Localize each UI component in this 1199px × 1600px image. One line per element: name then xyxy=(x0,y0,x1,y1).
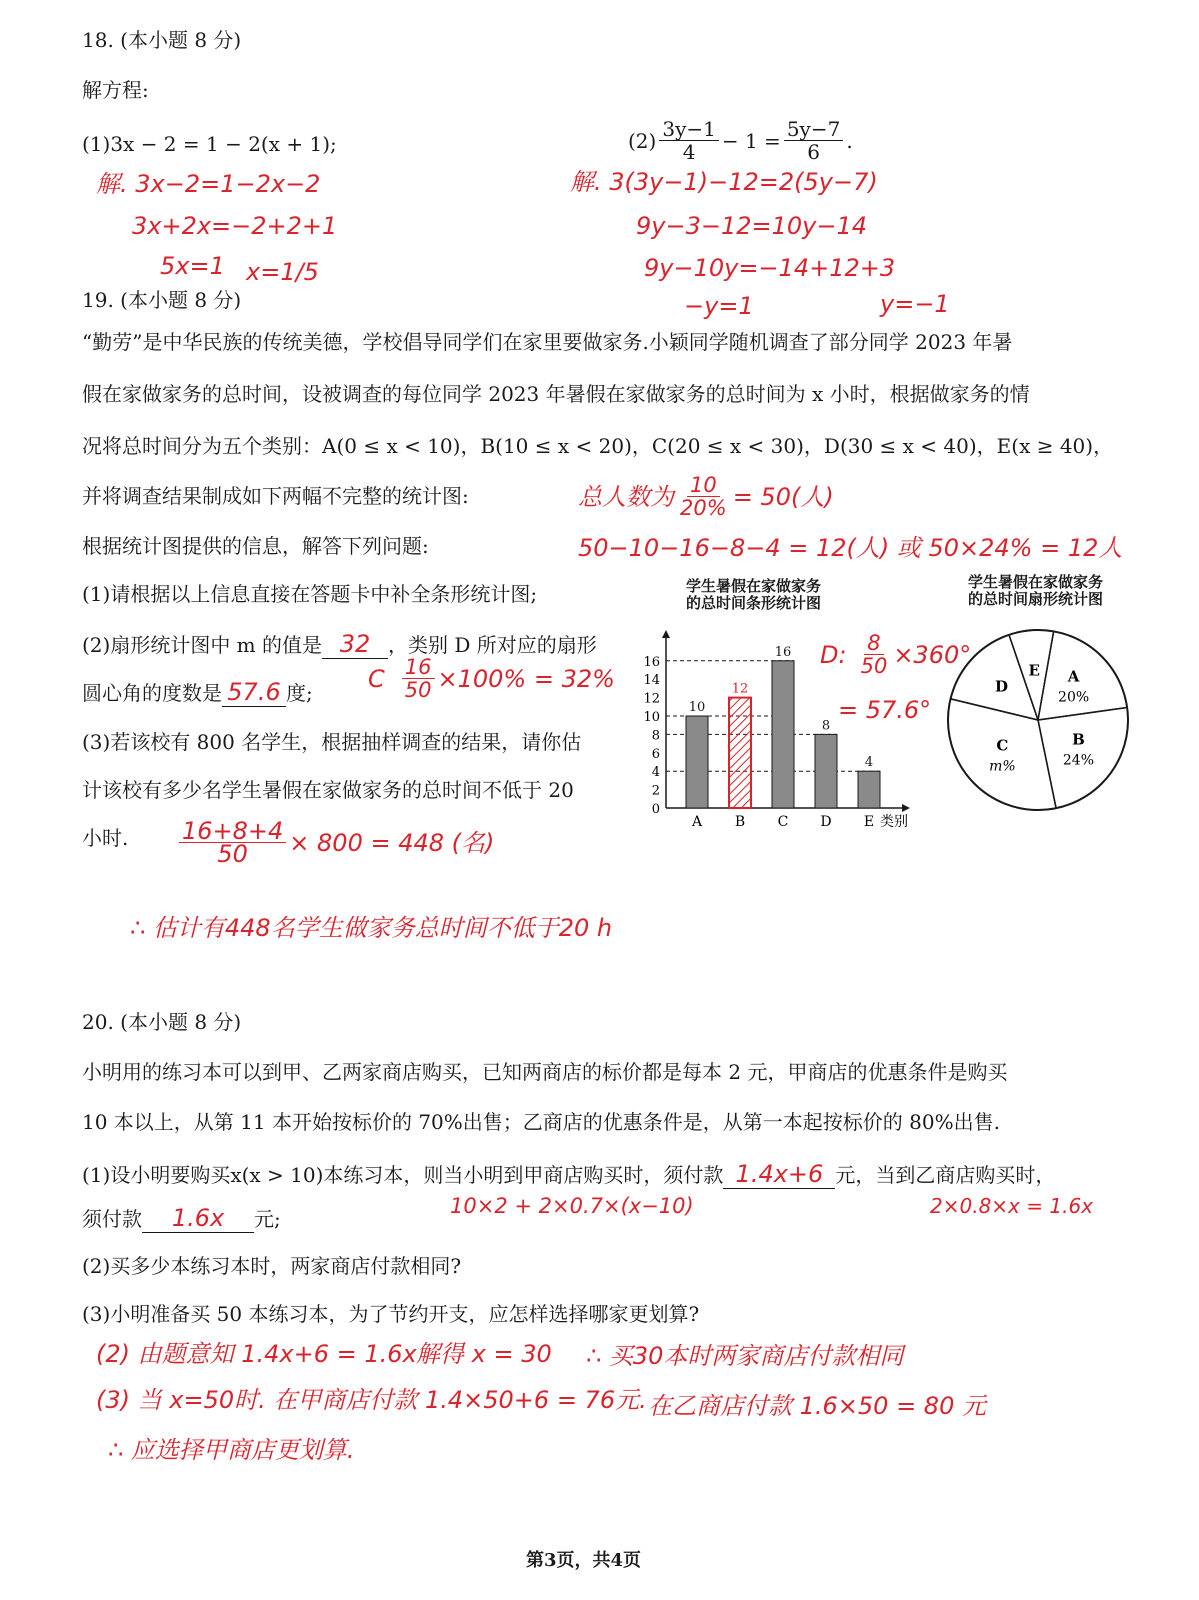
q18-sol2-line4: −y=1 xyxy=(684,292,754,320)
bar-x-axis-label: 类别 xyxy=(880,814,908,830)
q20-sol2-a: (2) 由题意知 1.4x+6 = 1.6x xyxy=(96,1340,417,1368)
pie-label-E: E xyxy=(1028,661,1040,680)
bar-value-label-D: 8 xyxy=(821,718,831,734)
bar-y-tick-label: 10 xyxy=(643,710,660,725)
note-q3-calc: $\frac{16+8+4}{50}$ × 800 = 448 (名) xyxy=(176,820,494,865)
note-d-angle: D: $\frac{8}{50}$ ×360° xyxy=(820,631,972,678)
q20-work-jia: 10×2 + 2×0.7×(x−10) xyxy=(450,1194,694,1218)
answer-m-blank: 32 xyxy=(322,630,388,659)
q18-sol1-line1: 解. 3x−2=1−2x−2 xyxy=(96,170,321,198)
q18-sol2-line5: y=−1 xyxy=(880,290,950,318)
q19-q1: (1)请根据以上信息直接在答题卡中补全条形统计图; xyxy=(82,582,538,606)
bar-category-label-A: A xyxy=(691,814,703,830)
q19-para-4: 并将调查结果制成如下两幅不完整的统计图: xyxy=(82,484,469,508)
q20-para-1: 小明用的练习本可以到甲、乙两家商店购买，已知两商店的标价都是每本 2 元，甲商店的优惠条件是购买 xyxy=(82,1060,1008,1084)
eq2-fraction-left: $\frac{3y-1}{4}$ xyxy=(659,118,719,163)
bar-y-axis-arrow xyxy=(662,630,670,638)
pie-value-label-B: 24% xyxy=(1062,752,1095,769)
q20-work-yi: 2×0.8×x = 1.6x xyxy=(930,1194,1093,1218)
bar-y-tick-label: 2 xyxy=(651,783,660,799)
pie-value-label-C: m% xyxy=(989,758,1016,775)
q19-q3-line1: (3)若该校有 800 名学生，根据抽样调查的结果，请你估 xyxy=(82,730,582,754)
note-d-result: = 57.6° xyxy=(838,696,932,724)
answer-degree-blank: 57.6 xyxy=(222,678,286,707)
q18-instruction: 解方程: xyxy=(82,78,149,102)
bar-y-tick-label: 14 xyxy=(643,673,660,689)
bar-chart-title: 学生暑假在家做家务 的总时间条形统计图 xyxy=(686,577,822,612)
bar-value-label-E: 4 xyxy=(864,755,874,771)
q19-q2-line2: 圆心角的度数是 57.6 度; xyxy=(82,678,313,706)
bar-B xyxy=(729,698,751,808)
pie-chart xyxy=(942,624,1134,816)
note-total: 总人数为 $\frac{10}{20\%}$ = 50(人) xyxy=(578,473,834,520)
q18-sol1-line3: 5x=1 xyxy=(160,252,225,280)
q20-header: 20. (本小题 8 分) xyxy=(82,1010,242,1034)
pie-value-label-A: 20% xyxy=(1058,689,1090,706)
note-b-count: 50−10−16−8−4 = 12(人) 或 50×24% = 12人 xyxy=(578,534,1123,562)
bar-x-axis-arrow xyxy=(902,804,910,812)
bar-y-tick-label: 6 xyxy=(651,746,660,762)
q20-sol3-a: (3) 当 x=50时. 在甲商店付款 1.4×50+6 = 76元. xyxy=(96,1386,647,1414)
answer-jia-blank: 1.4x+6 xyxy=(723,1160,835,1189)
pie-label-D: D xyxy=(994,677,1008,696)
q18-equation-1: (1)3x − 2 = 1 − 2(x + 1); xyxy=(82,132,337,156)
bar-y-tick-label: 8 xyxy=(651,728,660,744)
bar-category-label-D: D xyxy=(820,814,832,830)
q19-para-3: 况将总时间分为五个类别：A(0 ≤ x < 10)，B(10 ≤ x < 20)，C(20 ≤ x < 30)，D(30 ≤ x < 40)，E(x ≥ 40)， xyxy=(82,434,1114,458)
q20-sol3-b: 在乙商店付款 1.6×50 = 80 元 xyxy=(648,1392,986,1420)
q20-q2: (2)买多少本练习本时，两家商店付款相同? xyxy=(82,1254,462,1278)
bar-D xyxy=(815,734,837,808)
bar-E xyxy=(858,771,880,808)
bar-y-tick-label: 0 xyxy=(651,802,660,817)
bar-y-tick-label: 12 xyxy=(643,691,660,707)
q19-para-1: “勤劳”是中华民族的传统美德，学校倡导同学们在家里要做家务.小颖同学随机调查了部分同学 2023 年暑 xyxy=(82,330,1013,354)
page-footer: 第3页，共4页 xyxy=(526,1550,642,1571)
bar-category-label-B: B xyxy=(734,814,746,830)
q20-q1-line1: (1)设小明要购买x(x > 10)本练习本，则当小明到甲商店购买时，须付款 1.4x+6 元，当到乙商店购买时， xyxy=(82,1160,1056,1188)
q18-header: 18. (本小题 8 分) xyxy=(82,28,242,52)
bar-y-tick-label: 4 xyxy=(651,765,660,781)
eq2-fraction-right: $\frac{5y-7}{6}$ xyxy=(784,118,844,163)
q20-sol2-b: 解得 x = 30 xyxy=(416,1340,552,1368)
q19-para-5: 根据统计图提供的信息，解答下列问题: xyxy=(82,534,429,558)
q18-sol2-line3: 9y−10y=−14+12+3 xyxy=(644,254,896,282)
q20-para-2: 10 本以上，从第 11 本开始按标价的 70%出售；乙商店的优惠条件是，从第一本起按标价的 80%出售. xyxy=(82,1110,1000,1134)
q18-sol2-line2: 9y−3−12=10y−14 xyxy=(636,212,867,240)
q18-sol1-line4: x=1/5 xyxy=(246,258,319,286)
q20-sol3-c: ∴ 应选择甲商店更划算. xyxy=(108,1436,355,1464)
q19-conclusion: ∴ 估计有448名学生做家务总时间不低于20 h xyxy=(130,914,613,942)
bar-y-tick-label: 16 xyxy=(643,654,660,670)
bar-A xyxy=(686,716,708,808)
bar-C xyxy=(772,661,794,808)
note-c-percent: C $\frac{16}{50}$ ×100% = 32% xyxy=(368,655,615,702)
q18-sol2-line1: 解. 3(3y−1)−12=2(5y−7) xyxy=(570,168,878,196)
q19-q2-line1: (2)扇形统计图中 m 的值是 32 ，类别 D 所对应的扇形 xyxy=(82,630,597,658)
bar-chart xyxy=(630,630,930,840)
q18-sol1-line2: 3x+2x=−2+2+1 xyxy=(132,212,338,240)
q20-q3: (3)小明准备买 50 本练习本，为了节约开支，应怎样选择哪家更划算? xyxy=(82,1302,700,1326)
q19-para-2: 假在家做家务的总时间，设被调查的每位同学 2023 年暑假在家做家务的总时间为 x 小时，根据做家务的情 xyxy=(82,382,1030,406)
q20-q1-line2: 须付款 1.6x 元; xyxy=(82,1204,281,1232)
pie-label-C: C xyxy=(996,736,1009,755)
q19-q3-line3: 小时. xyxy=(82,826,129,850)
q18-equation-2: (2) $\frac{3y-1}{4}$ − 1 = $\frac{5y-7}{6}$ . xyxy=(628,117,853,164)
pie-label-A: A xyxy=(1067,667,1080,686)
bar-value-label-A: 10 xyxy=(688,700,706,715)
bar-category-label-C: C xyxy=(777,814,789,830)
q19-q3-line2: 计该校有多少名学生暑假在家做家务的总时间不低于 20 xyxy=(82,778,574,802)
bar-value-label-C: 16 xyxy=(774,644,792,660)
bar-category-label-E: E xyxy=(863,814,875,830)
answer-yi-blank: 1.6x xyxy=(142,1204,254,1233)
q20-sol2-c: ∴ 买30本时两家商店付款相同 xyxy=(586,1342,904,1370)
pie-label-B: B xyxy=(1072,730,1085,749)
pie-chart-title: 学生暑假在家做家务 的总时间扇形统计图 xyxy=(968,573,1104,608)
q19-header: 19. (本小题 8 分) xyxy=(82,288,242,312)
bar-value-label-B: 12 xyxy=(731,681,749,697)
